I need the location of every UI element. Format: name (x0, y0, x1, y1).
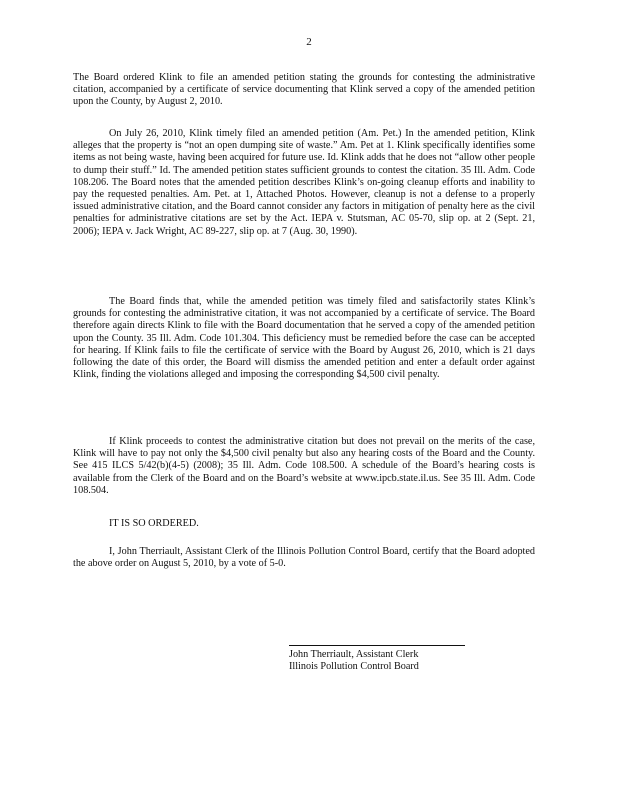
paragraph-board-order: The Board ordered Klink to file an amended petition stating the grounds for contesting the administrative citation, accompanied by a certificate of service documenting that Klink served a copy of the amended petition upon the County, by August 2, 2010. (73, 72, 535, 108)
paragraph-board-findings: The Board finds that, while the amended petition was timely filed and satisfactorily states Klink’s grounds for contesting the administrative citation, it was not accompanied by a certificate of service. The Board therefore again directs Klink to file with the Board documentation that he served a copy of the amended petition upon the County. 35 Ill. Adm. Code 101.304. This deficiency must be remedied before the case can be accepted for hearing. If Klink fails to file the certificate of service with the Board by August 26, 2010, which is 21 days following the date of this order, the Board will dismiss the amended petition and enter a default order against Klink, finding the violations alleged and imposing the corresponding $4,500 civil penalty. (73, 296, 535, 381)
signatory-organization: Illinois Pollution Control Board (289, 661, 419, 673)
clerk-certification: I, John Therriault, Assistant Clerk of the Illinois Pollution Control Board, certify that the Board adopted the above order on August 5, 2010, by a vote of 5-0. (73, 546, 535, 570)
so-ordered-statement: IT IS SO ORDERED. (109, 518, 199, 529)
page-number: 2 (306, 36, 312, 48)
paragraph-amended-petition: On July 26, 2010, Klink timely filed an amended petition (Am. Pet.) In the amended petition, Klink alleges that the property is “not an open dumping site of waste.” Am. Pet at 1. Klink specifically identifies some items as not being waste, having been acquired for future use. Id. Klink adds that he does not “allow other people to dump their stuff.” Id. The amended petition states sufficient grounds to contest the citation. 35 Ill. Adm. Code 108.206. The Board notes that the amended petition describes Klink’s on-going cleanup efforts and inability to pay the requested penalties. Am. Pet. at 1, Attached Photos. However, cleanup is not a defense to a properly issued administrative citation, and the Board cannot consider any factors in mitigation of penalty here as the civil penalties for administrative citations are set by the Act. IEPA v. Stutsman, AC 05-70, slip op. at 2 (Sept. 21, 2006); IEPA v. Jack Wright, AC 89-227, slip op. at 7 (Aug. 30, 1990). (73, 128, 535, 237)
signature-line (289, 645, 465, 646)
paragraph-hearing-costs: If Klink proceeds to contest the administrative citation but does not prevail on the merits of the case, Klink will have to pay not only the $4,500 civil penalty but also any hearing costs of the Board and the County. See 415 ILCS 5/42(b)(4-5) (2008); 35 Ill. Adm. Code 108.500. A schedule of the Board’s hearing costs is available from the Clerk of the Board and on the Board’s website at www.ipcb.state.il.us. See 35 Ill. Adm. Code 108.504. (73, 436, 535, 496)
signature-block (289, 649, 419, 674)
signatory-name-title: John Therriault, Assistant Clerk (289, 649, 419, 660)
